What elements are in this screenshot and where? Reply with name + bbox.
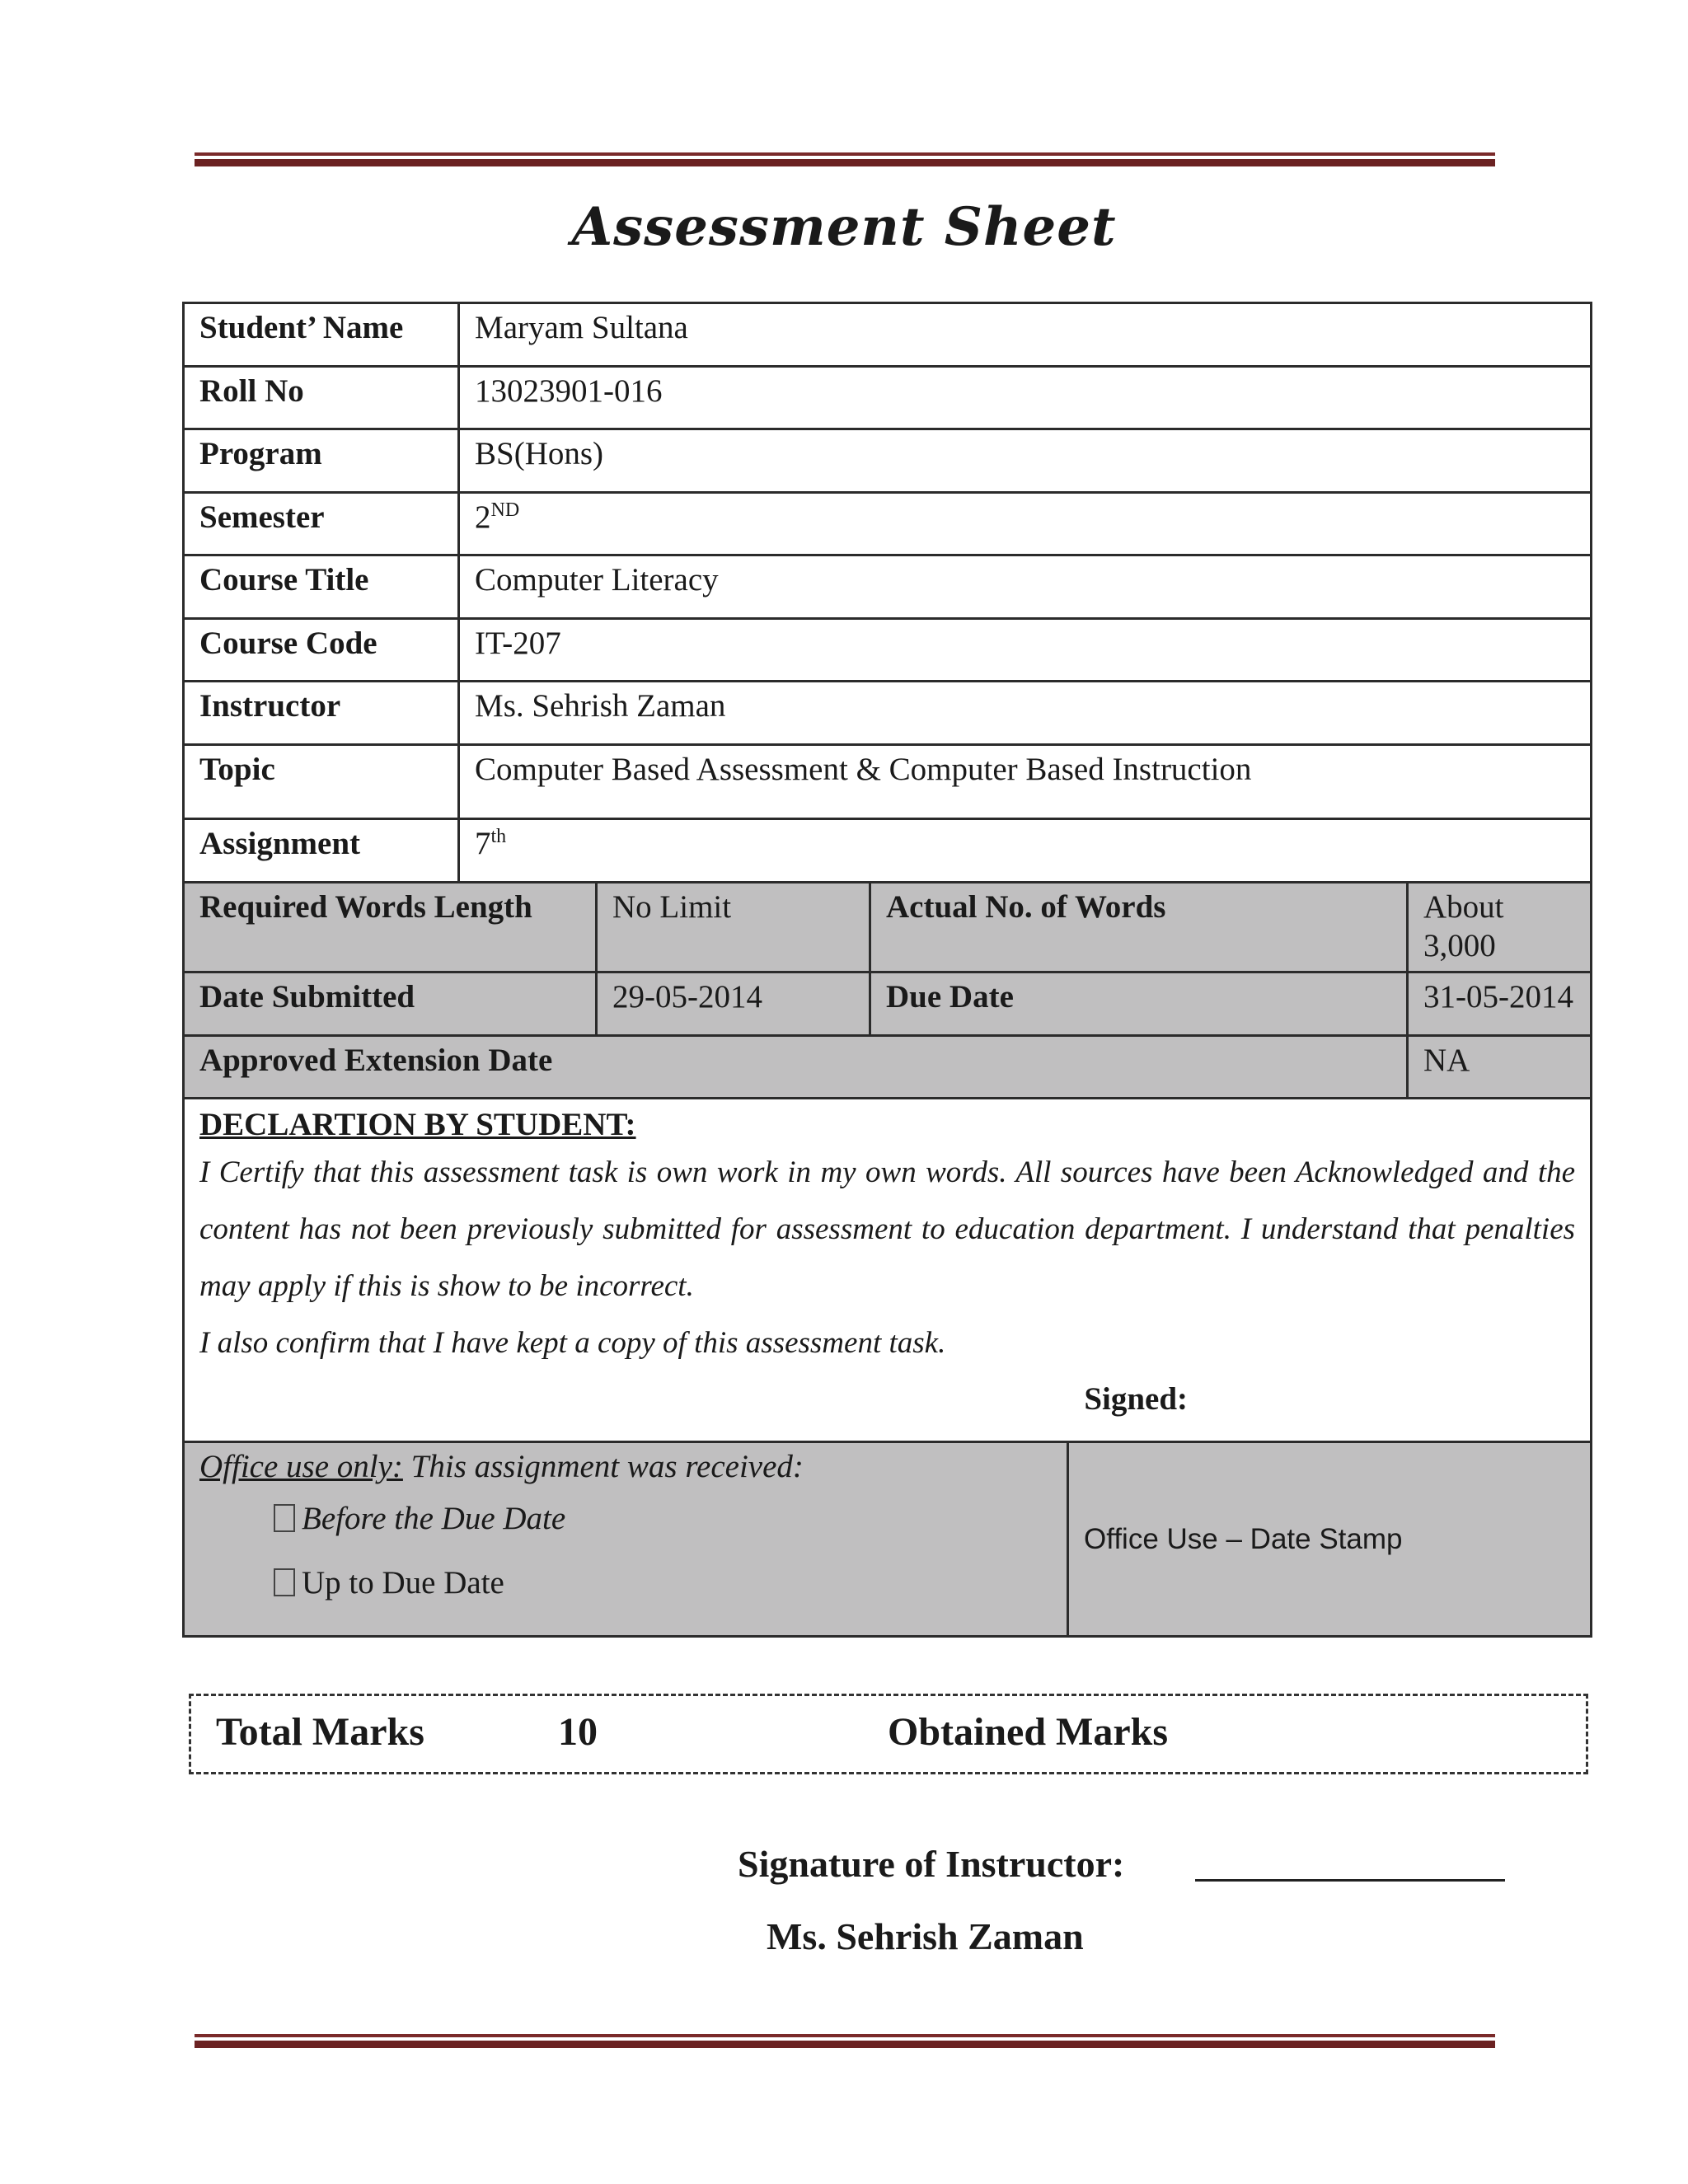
office-use-title bbox=[199, 1448, 1052, 1487]
extension-row bbox=[184, 1035, 1592, 1098]
field-value: IT-207 bbox=[459, 619, 1592, 682]
actual-words-value: About 3,000 bbox=[1408, 883, 1592, 972]
words-row bbox=[184, 883, 1592, 972]
page-title: Assessment Sheet bbox=[571, 196, 1117, 258]
obtained-marks-label: Obtained Marks bbox=[888, 1710, 1169, 1754]
dates-row bbox=[184, 972, 1592, 1035]
field-label: Roll No bbox=[184, 367, 459, 429]
option-before-due[interactable]: Before the Due Date bbox=[274, 1487, 1052, 1551]
date-submitted-label: Date Submitted bbox=[184, 972, 597, 1035]
marks-box bbox=[189, 1694, 1588, 1774]
field-label: Semester bbox=[184, 493, 459, 555]
field-value: BS(Hons) bbox=[459, 429, 1592, 493]
top-border-rule bbox=[195, 152, 1495, 166]
due-date-value: 31-05-2014 bbox=[1408, 972, 1592, 1035]
date-stamp-cell: Office Use – Date Stamp bbox=[1068, 1442, 1592, 1637]
extension-value: NA bbox=[1408, 1035, 1592, 1098]
field-label: Assignment bbox=[184, 819, 459, 883]
field-label: Topic bbox=[184, 745, 459, 819]
field-row bbox=[184, 619, 1592, 682]
field-row bbox=[184, 367, 1592, 429]
field-value: 7th bbox=[459, 819, 1592, 883]
checkbox-icon[interactable] bbox=[274, 1504, 295, 1532]
option-up-to-due[interactable]: Up to Due Date bbox=[274, 1551, 1052, 1615]
date-submitted-value: 29-05-2014 bbox=[597, 972, 870, 1035]
field-label: Program bbox=[184, 429, 459, 493]
declaration-cell bbox=[184, 1098, 1592, 1442]
office-received-text: This assignment was received: bbox=[410, 1449, 804, 1485]
total-marks-label: Total Marks bbox=[216, 1710, 424, 1754]
due-date-label: Due Date bbox=[870, 972, 1408, 1035]
office-row bbox=[184, 1442, 1592, 1637]
signature-line bbox=[1195, 1879, 1505, 1882]
field-row bbox=[184, 429, 1592, 493]
extension-label: Approved Extension Date bbox=[184, 1035, 1408, 1098]
signed-label: Signed: bbox=[1084, 1381, 1189, 1418]
declaration-heading: DECLARTION BY STUDENT: bbox=[199, 1106, 636, 1142]
field-value: Computer Based Assessment & Computer Based Instruction bbox=[459, 745, 1592, 819]
field-value: Computer Literacy bbox=[459, 555, 1592, 619]
field-label: Course Title bbox=[184, 555, 459, 619]
bottom-border-rule bbox=[195, 2034, 1495, 2048]
instructor-signature-label: Signature of Instructor: bbox=[738, 1843, 1125, 1885]
field-value: 2ND bbox=[459, 493, 1592, 555]
field-row bbox=[184, 745, 1592, 819]
field-row bbox=[184, 819, 1592, 883]
checkbox-icon[interactable] bbox=[274, 1568, 295, 1596]
field-label: Instructor bbox=[184, 682, 459, 745]
assessment-table bbox=[182, 302, 1592, 1638]
instructor-name: Ms. Sehrish Zaman bbox=[767, 1915, 1084, 1957]
field-value: Ms. Sehrish Zaman bbox=[459, 682, 1592, 745]
total-marks-value: 10 bbox=[558, 1710, 598, 1754]
required-words-value: No Limit bbox=[597, 883, 870, 972]
required-words-label: Required Words Length bbox=[184, 883, 597, 972]
field-row bbox=[184, 682, 1592, 745]
field-label: Course Code bbox=[184, 619, 459, 682]
field-value: Maryam Sultana bbox=[459, 303, 1592, 367]
declaration-text: I Certify that this assessment task is own work in my own words. All sources have been Acknowledged and the content has not been previously submitted for assessment to education department. I understand that penalties may apply if this is show to be incorrect. bbox=[199, 1155, 1576, 1304]
field-row bbox=[184, 555, 1592, 619]
declaration-row bbox=[184, 1098, 1592, 1442]
field-value: 13023901-016 bbox=[459, 367, 1592, 429]
field-row bbox=[184, 493, 1592, 555]
field-label: Student’ Name bbox=[184, 303, 459, 367]
declaration-confirm: I also confirm that I have kept a copy of this assessment task. bbox=[199, 1326, 946, 1361]
office-use-label: Office use only: bbox=[199, 1449, 403, 1485]
office-use-cell bbox=[184, 1442, 1068, 1637]
field-row bbox=[184, 303, 1592, 367]
actual-words-label: Actual No. of Words bbox=[870, 883, 1408, 972]
